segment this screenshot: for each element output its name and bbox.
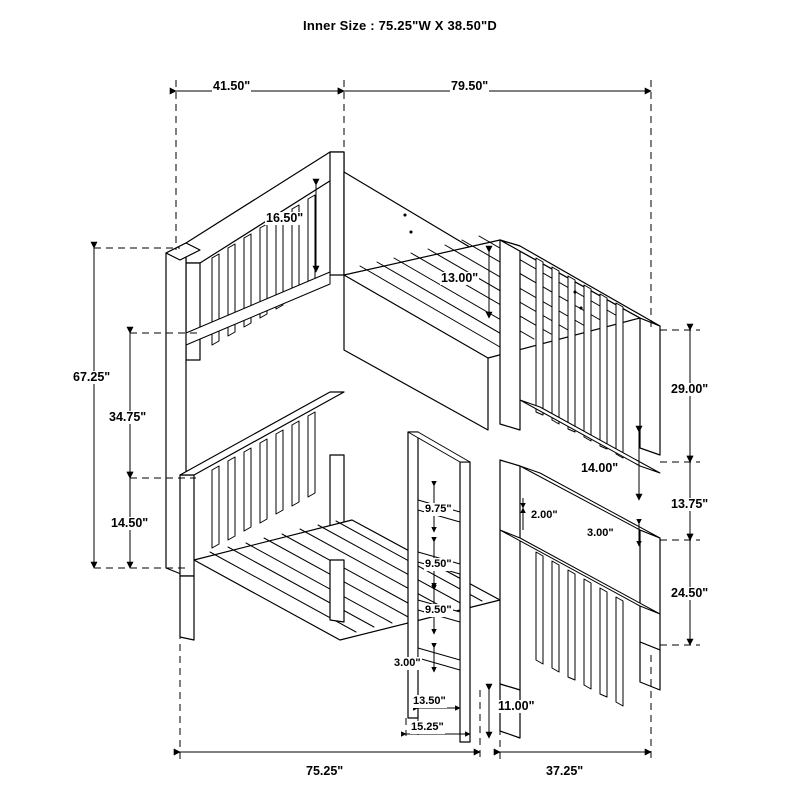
dimension-label-ladder-step-1: 9.75" [425,503,452,515]
dimension-label-top-left-width: 41.50" [213,79,251,93]
dimension-label-end-rail-height: 14.00" [581,461,619,475]
dimension-label-end-gap: 13.75" [671,497,709,511]
dimension-label-lower-deck-height: 14.50" [111,516,149,530]
dimension-label-lower-end-height: 24.50" [671,586,709,600]
dimension-label-ladder-step-2: 9.50" [425,558,452,570]
dimension-label-upper-rail-drop: 13.00" [441,271,479,285]
dimension-label-slat-thickness: 3.00" [587,527,614,539]
dimension-label-overall-height: 67.25" [73,370,111,384]
dimension-label-top-right-width: 79.50" [451,79,489,93]
page-title: Inner Size : 75.25"W X 38.50"D [303,18,497,33]
dimension-label-ladder-outer-width: 15.25" [411,721,444,733]
dimension-label-floor-clearance: 11.00" [498,699,535,713]
dimension-label-ladder-inner-width: 13.50" [413,695,446,707]
dimension-label-guard-rail-height: 16.50" [266,211,304,225]
dimension-label-headboard-height: 29.00" [671,382,709,396]
dimension-label-end-depth: 37.25" [546,764,584,778]
dimension-label-ladder-step-3: 9.50" [425,604,452,616]
dimension-label-ladder-bottom-gap: 3.00" [394,657,421,669]
dimension-label-rail-thickness: 2.00" [531,509,558,521]
dimension-label-bed-length: 75.25" [306,764,344,778]
dimension-label-upper-deck-height: 34.75" [109,410,147,424]
